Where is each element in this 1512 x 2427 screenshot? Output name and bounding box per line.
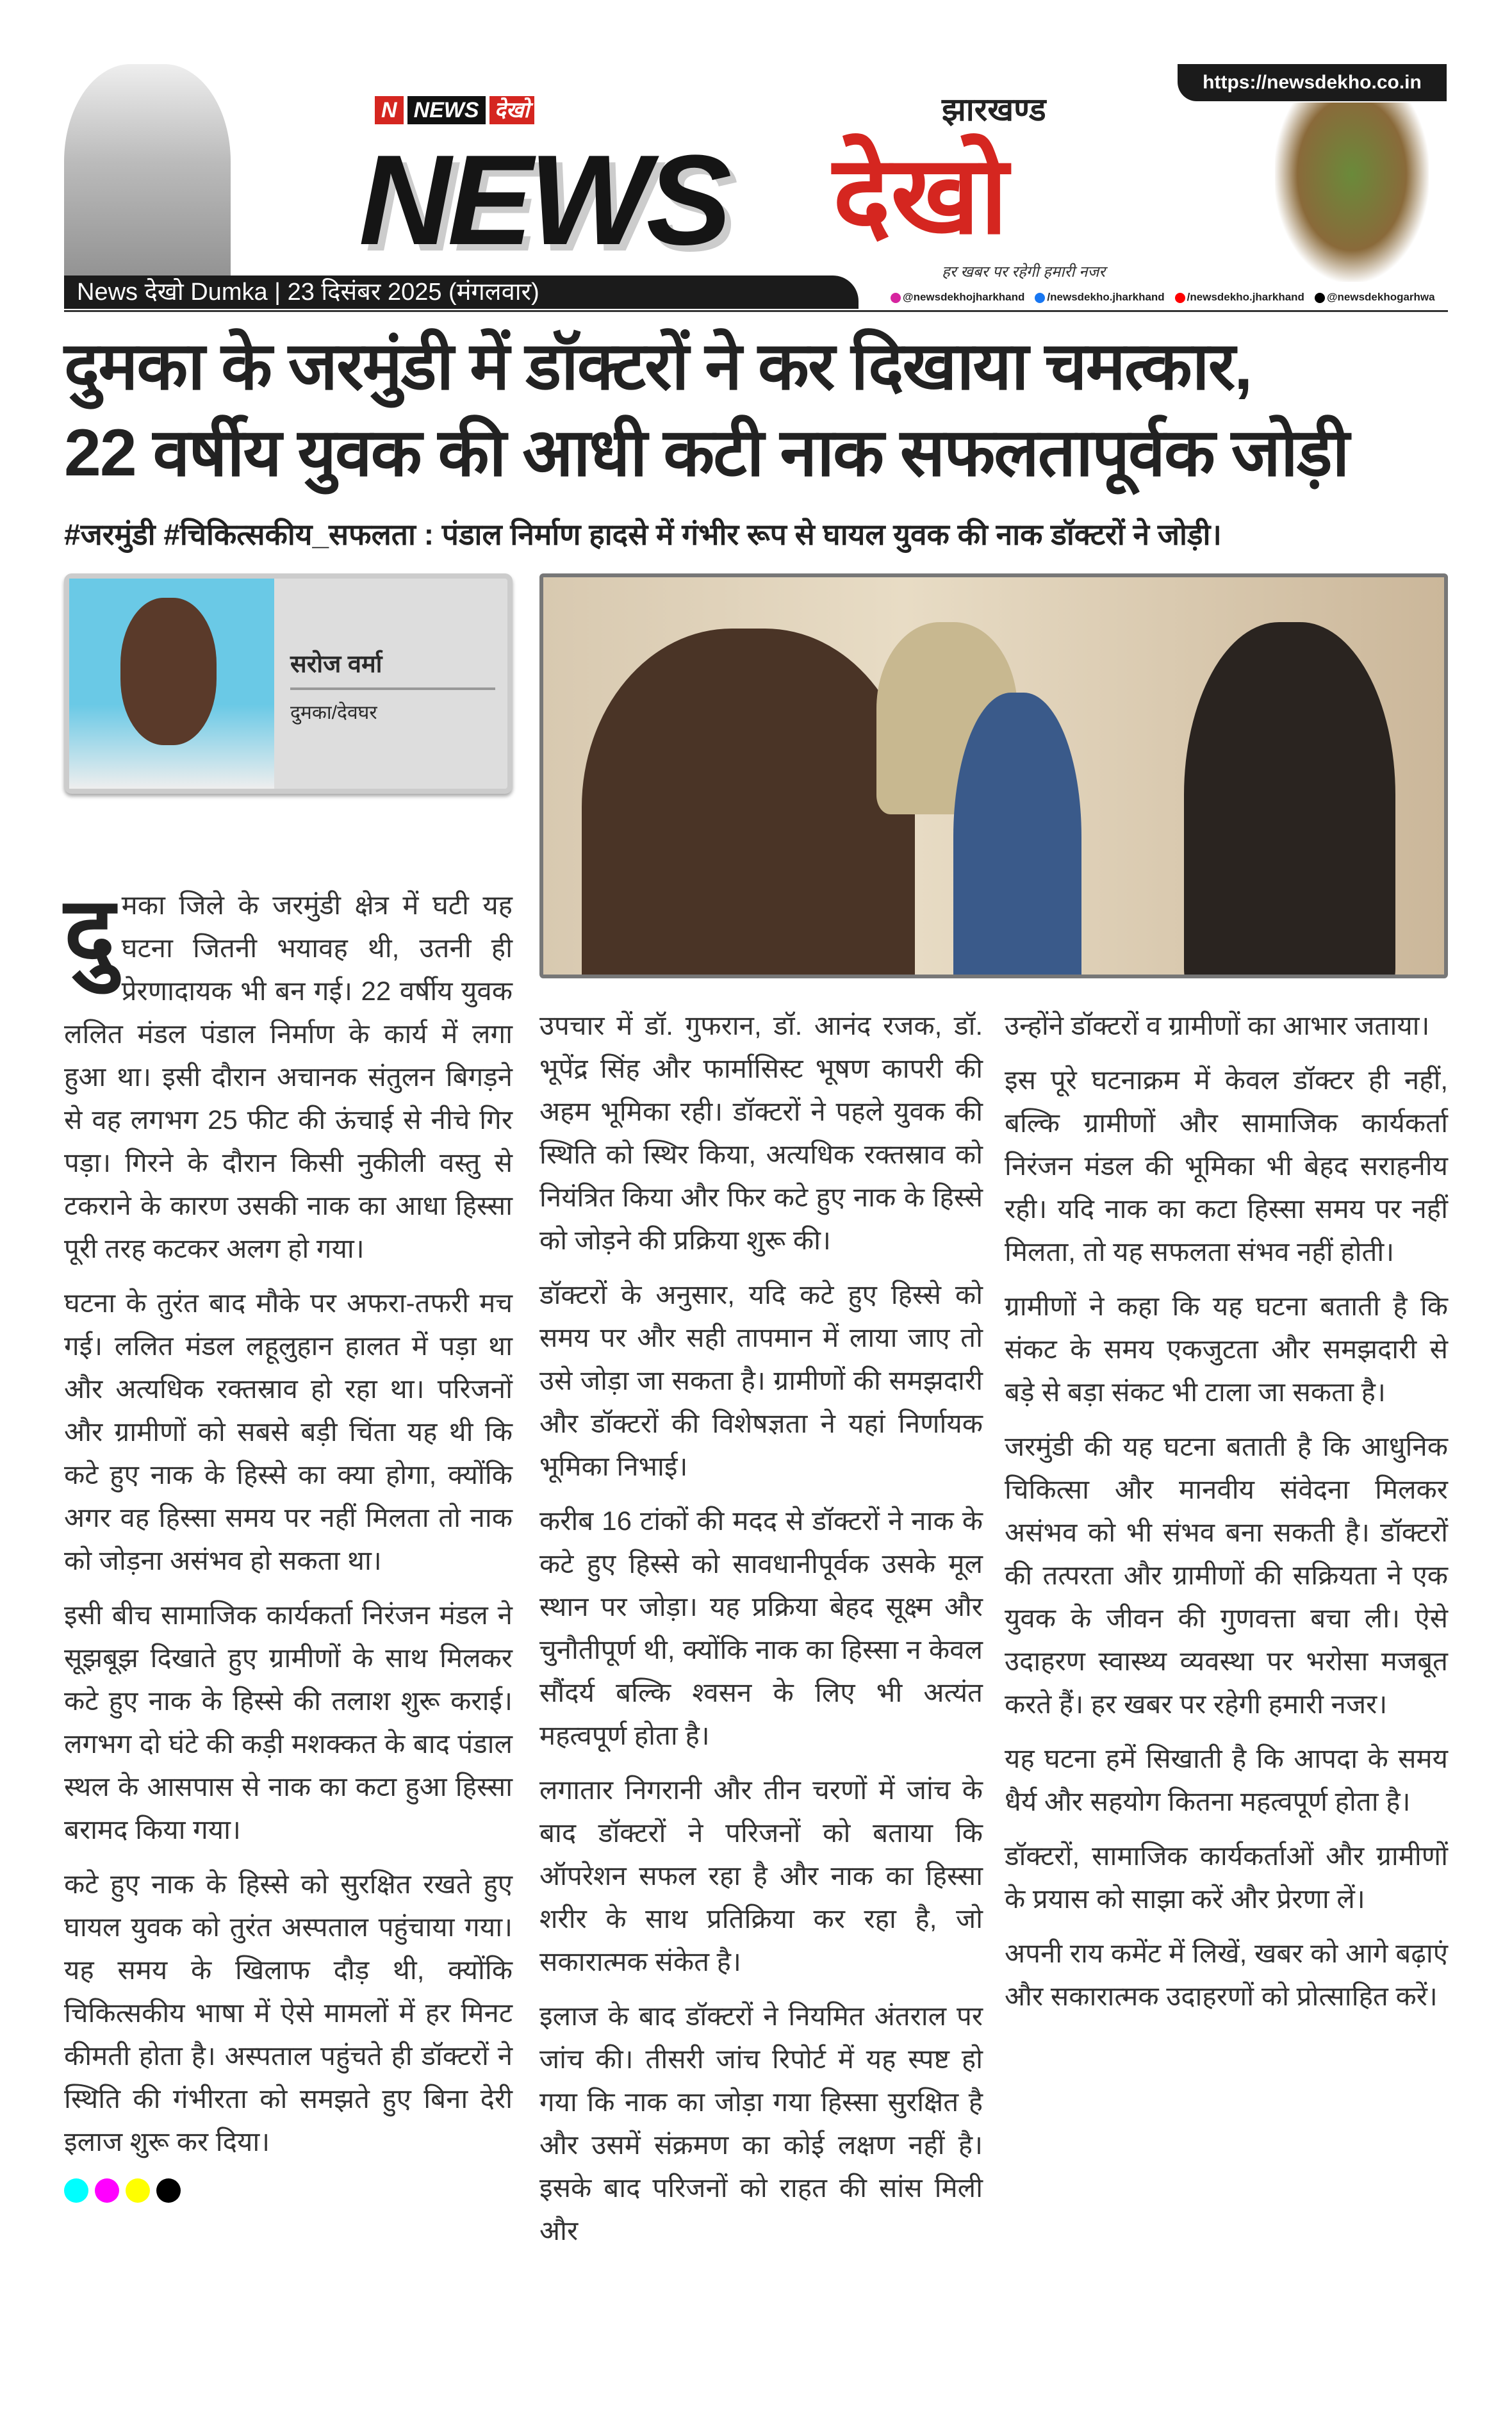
paragraph: जरमुंडी की यह घटना बताती है कि आधुनिक चिकित्सा और मानवीय संवेदना मिलकर असंभव को भी संभव बना सकती है। डॉक्टरों की तत्परता और ग्रामीणों की सक्रियता ने एक युवक के जीवन की गुणवत्ता बचा ली। ऐसे उदाहरण स्वास्थ्य व्यवस्था पर भरोसा मजबूत करते हैं। हर खबर पर रहेगी हमारी नजर। [1005,1431,1448,1720]
paragraph: करीब 16 टांकों की मदद से डॉक्टरों ने नाक के कटे हुए हिस्से को सावधानीपूर्वक उसके मूल स्थान पर जोड़ा। यह प्रक्रिया बेहद सूक्ष्म और चुनौतीपूर्ण थी, क्योंकि नाक का हिस्सा न केवल सौंदर्य बल्कि श्वसन के लिए भी अत्यंत महत्वपूर्ण होता है। [539,1506,983,1751]
paragraph: डॉक्टरों के अनुसार, यदि कटे हुए हिस्से को समय पर और सही तापमान में लाया जाए तो उसे जोड़ा जा सकता है। ग्रामीणों की समझदारी और डॉक्टरों की विशेषज्ञता ने यहां निर्णायक भूमिका निभाई। [539,1279,983,1482]
color-dot [95,2178,119,2203]
social-link[interactable] [891,288,1024,306]
photo-person-1 [582,629,915,978]
article-column-1 [64,878,513,2175]
paragraph: ग्रामीणों ने कहा कि यह घटना बताती है कि संकट के समय एकजुटता और समझदारी से बड़े से बड़ा संकट भी टाला जा सकता है। [1005,1291,1448,1408]
edition-label: News देखो Dumka [77,279,268,306]
paragraph: कटे हुए नाक के हिस्से को सुरक्षित रखते हुए घायल युवक को तुरंत अस्पताल पहुंचाया गया। यह समय के खिलाफ दौड़ थी, क्योंकि चिकित्सकीय भाषा में ऐसे मामलों में हर मिनट कीमती होता है। अस्पताल पहुंचते ही डॉक्टरों ने स्थिति की गंभीरता को समझते हुए बिना देरी इलाज शुरू कर दिया। [64,1869,513,2157]
color-dot [126,2178,150,2203]
article-column-3 [1005,1004,1448,2264]
paragraph: लगातार निगरानी और तीन चरणों में जांच के बाद डॉक्टरों ने परिजनों को बताया कि ऑपरेशन सफल रहा है और नाक का हिस्सा शरीर के साथ प्रतिक्रिया कर रहा है, जो सकारात्मक संकेत है। [539,1775,983,1977]
logo-dekho-small: देखो [489,96,535,124]
photo-person-3 [953,693,1081,978]
article-columns-2-3 [539,1004,1448,2264]
social-handle: @newsdekhogarhwa [1326,291,1435,303]
paragraph: उपचार में डॉ. गुफरान, डॉ. आनंद रजक, डॉ. भूपेंद्र सिंह और फार्मासिस्ट भूषण कापरी की अहम भूमिका रही। डॉक्टरों ने पहले युवक की स्थिति को स्थिर किया, अत्यधिक रक्तस्राव को नियंत्रित किया और फिर कटे हुए नाक के हिस्से को जोड़ने की प्रक्रिया शुरू की। [539,1010,983,1256]
masthead-divider [64,310,1448,312]
logo-news-small: NEWS [407,96,486,124]
paragraph: डॉक्टरों, सामाजिक कार्यकर्ताओं और ग्रामीणों के प्रयास को साझा करें और प्रेरणा लें। [1005,1841,1448,1914]
paragraph: इसी बीच सामाजिक कार्यकर्ता निरंजन मंडल ने सूझबूझ दिखाते हुए ग्रामीणों के साथ मिलकर कटे हुए नाक के हिस्से की तलाश शुरू कराई। लगभग दो घंटे की कड़ी मशक्कत के बाद पंडाल स्थल के आसपास से नाक का कटा हुआ हिस्सा बरामद किया गया। [64,1600,513,1845]
color-dot [64,2178,88,2203]
separator: | [274,279,288,306]
youtube-icon [1175,293,1185,303]
facebook-icon [1035,293,1045,303]
subheadline: #जरमुंडी #चिकित्सकीय_सफलता : पंडाल निर्माण हादसे में गंभीर रूप से घायल युवक की नाक डॉक्टरों ने जोड़ी। [64,518,1222,552]
small-brand-logo [375,96,534,124]
social-links [891,288,1435,306]
paragraph [64,878,513,1270]
social-handle: @newsdekhojharkhand [903,291,1025,303]
paragraph: इलाज के बाद डॉक्टरों ने नियमित अंतराल पर जांच की। तीसरी जांच रिपोर्ट में यह स्पष्ट हो गया कि नाक का जोड़ा गया हिस्सा सुरक्षित है और उसमें संक्रमण का कोई लक्षण नहीं है। इसके बाद परिजनों को राहत की सांस मिली और [539,2001,983,2246]
edition-date-bar [64,276,859,309]
paragraph: अपनी राय कमेंट में लिखें, खबर को आगे बढ़ाएं और सकारात्मक उदाहरणों को प्रोत्साहित करें। [1005,1938,1448,2012]
author-box [64,573,513,794]
article-body [64,573,1449,2264]
social-handle: /newsdekho.jharkhand [1047,291,1165,303]
social-link[interactable] [1035,288,1164,306]
social-link[interactable] [1175,288,1304,306]
color-dot [156,2178,181,2203]
author-name: सरोज वर्मा [290,651,382,679]
paragraph: घटना के तुरंत बाद मौके पर अफरा-तफरी मच गई। ललित मंडल लहूलुहान हालत में पड़ा था और अत्यधिक रक्तस्राव हो रहा था। परिजनों और ग्रामीणों को सबसे बड़ी चिंता यह थी कि कटे हुए नाक के हिस्से का क्या होगा, क्योंकि अगर वह हिस्सा समय पर नहीं मिलता तो नाक को जोड़ना असंभव हो सकता था। [64,1288,513,1576]
drop-cap: दु [64,878,115,986]
x-icon [1315,293,1325,303]
author-divider [290,687,495,690]
headline-line-2: 22 वर्षीय युवक की आधी कटी नाक सफलतापूर्वक जोड़ी [64,416,1349,491]
social-link[interactable] [1315,288,1435,306]
date-label: 23 दिसंबर 2025 (मंगलवार) [287,279,539,306]
social-handle: /newsdekho.jharkhand [1187,291,1304,303]
logo-dekho: देखो [833,135,1008,256]
logo-news: NEWS [359,129,728,272]
jharkhand-map-farmer-image [1275,103,1429,282]
cmyk-registration-marks [64,2178,513,2203]
paragraph-text: मका जिले के जरमुंडी क्षेत्र में घटी यह घटना जितनी भयावह थी, उतनी ही प्रेरणादायक भी बन गई। 22 वर्षीय युवक ललित मंडल पंडाल निर्माण के कार्य में लगा हुआ था। इसी दौरान अचानक संतुलन बिगड़ने से वह लगभग 25 फीट की ऊंचाई से नीचे गिर पड़ा। गिरने के दौरान किसी नुकीली वस्तु से टकराने के कारण उसकी नाक का आधा हिस्सा पूरी तरह कटकर अलग हो गया। [64,890,513,1264]
logo-n: N [375,96,404,124]
tagline: हर खबर पर रहेगी हमारी नजर [942,263,1106,281]
headline-line-1: दुमका के जरमुंडी में डॉक्टरों ने कर दिखाया चमत्कार, [64,329,1252,404]
article-photo [539,573,1448,978]
article-column-2 [539,1004,983,2264]
article [64,324,1449,2264]
instagram-icon [891,293,901,303]
paragraph: उन्होंने डॉक्टरों व ग्रामीणों का आभार जताया। [1005,1010,1430,1041]
right-columns [539,573,1448,2264]
left-column [64,573,513,2264]
website-url[interactable]: https://newsdekho.co.in [1178,64,1447,101]
author-location: दुमका/देवघर [290,702,377,724]
author-photo [69,579,274,789]
logo-state: झारखण्ड [942,92,1046,128]
paragraph: यह घटना हमें सिखाती है कि आपदा के समय धैर्य और सहयोग कितना महत्वपूर्ण होता है। [1005,1743,1448,1817]
leader-portrait-image [64,64,231,308]
photo-patient [1184,622,1395,978]
paragraph: इस पूरे घटनाक्रम में केवल डॉक्टर ही नहीं, बल्कि ग्रामीणों और सामाजिक कार्यकर्ता निरंजन मंडल की भूमिका भी बेहद सराहनीय रही। यदि नाक का कटा हिस्सा समय पर नहीं मिलता, तो यह सफलता संभव नहीं होती। [1005,1065,1448,1267]
